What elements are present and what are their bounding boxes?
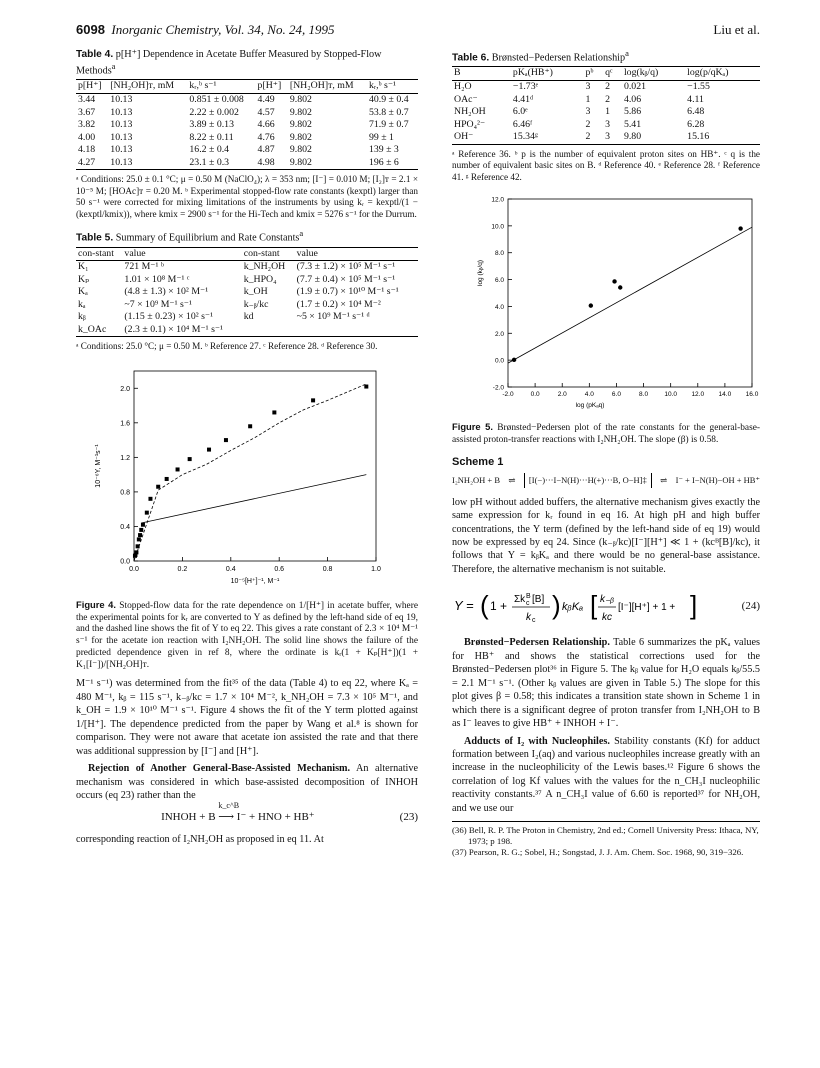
section-heading: Adducts of I₂ with Nucleophiles. [464, 735, 610, 747]
table6-cell: 4.41ᵈ [512, 93, 534, 105]
x-axis-label: 10⁻⁵[H⁺]⁻¹, M⁻¹ [230, 577, 280, 585]
table6-cell: 2 [585, 131, 591, 143]
data-point [224, 438, 228, 442]
table6-cell: 5.86 [623, 106, 642, 118]
table5-row [76, 261, 418, 274]
svg-text:k₋ᵦ: k₋ᵦ [600, 594, 615, 606]
svg-text:c: c [532, 617, 536, 625]
table6-cell: 3 [605, 118, 611, 130]
table6-cell: 15.16 [687, 131, 710, 143]
table4-cell: 10.13 [110, 156, 133, 168]
table6-cell: 2 [605, 80, 611, 92]
data-point [145, 510, 149, 514]
table5 [76, 247, 418, 338]
equation-24 [452, 584, 760, 628]
x-tick-label: 8.0 [639, 391, 649, 399]
reference-item: (37) Pearson, R. G.; Sobel, H.; Songstad, J. J. Am. Chem. Soc. 1968, 90, 319−326. [452, 847, 744, 858]
figure5-label: Figure 5. [452, 421, 493, 433]
table6-cell: OH⁻ [454, 131, 474, 143]
table6-cell: 9.80 [623, 131, 642, 143]
table5-header-cell: value [296, 247, 318, 259]
table4-row [76, 157, 418, 170]
table6-cell: −1.73ᵉ [512, 80, 539, 92]
table4-row [76, 107, 418, 120]
table4-cell: 4.87 [257, 144, 275, 156]
table5-header-row [76, 247, 418, 261]
svg-text:[B]: [B] [532, 594, 545, 606]
table6-cell: 4.11 [687, 93, 704, 105]
table5-cell: k_NH₂OH [243, 261, 286, 273]
table6-header-cell: qᶜ [605, 67, 613, 79]
x-tick-label: 0.4 [225, 565, 236, 573]
data-point [134, 550, 138, 554]
x-tick-label: 10.0 [664, 391, 677, 399]
data-point [136, 544, 140, 548]
svg-text:]: ] [690, 590, 698, 621]
figure5-caption [452, 421, 760, 447]
figure5 [452, 191, 760, 417]
svg-text:(: ( [480, 590, 489, 621]
table4-cell: 10.13 [110, 106, 133, 118]
table4 [76, 79, 418, 170]
table4-cell: 9.802 [289, 94, 312, 106]
x-tick-label: 0.0 [530, 391, 540, 399]
table5-cell: (1.7 ± 0.2) × 10⁴ M⁻² [296, 298, 381, 310]
equation-23 [76, 801, 418, 824]
table4-footnote: ᵃ Conditions: 25.0 ± 0.1 °C; μ = 0.50 M (NaClO₄); λ = 353 nm; [I⁻] = 0.010 M; [I₂]ᴛ = 2.1 × 10⁻⁵ M; [HOAc]ᴛ = 0.20 M. ᵇ Experimental stopped-flow rate constants (kexptl) larger than 50 s⁻¹ were corrected for mixing limitations of the instruments by using kᵣ = kexptl/(1 − (kexptl/kmix)), where kmix = 2900 s⁻¹ for the Hi-Tech and kmix = 5276 s⁻¹ for the Durrum. [76, 174, 418, 219]
equation-24-formula [452, 584, 712, 628]
right-column [452, 48, 760, 858]
equilibrium-arrow-icon: ⇌ [508, 474, 516, 485]
table4-caption [76, 48, 418, 77]
table5-cell: (4.8 ± 1.3) × 10² M⁻¹ [124, 286, 209, 298]
table6-cell: 3 [585, 106, 591, 118]
table6-header-row [452, 67, 760, 81]
table5-cell: k_HPO₄ [243, 273, 277, 285]
scheme1-diagram [452, 473, 760, 488]
x-tick-label: -2.0 [502, 391, 514, 399]
table5-cell: (1.15 ± 0.23) × 10² s⁻¹ [124, 311, 214, 323]
table4-cell: 4.18 [78, 144, 96, 156]
table6-cell: −1.55 [687, 80, 710, 92]
data-point [165, 477, 169, 481]
page-number: 6098 [76, 22, 105, 37]
y-tick-label: 2.0 [120, 385, 130, 393]
svg-text:Y =: Y = [454, 598, 474, 614]
plot-frame [508, 199, 752, 387]
solid-predicted-line [141, 474, 366, 522]
x-tick-label: 4.0 [584, 391, 594, 399]
table5-cell: k_OAc [78, 323, 107, 335]
table4-cell: 3.44 [78, 94, 96, 106]
data-point [618, 285, 622, 289]
table4-title-sup: a [111, 61, 116, 72]
table4-cell: 71.9 ± 0.7 [368, 119, 409, 131]
data-point [612, 279, 616, 283]
table4-row [76, 94, 418, 107]
table4-cell: 196 ± 6 [368, 156, 399, 168]
table4-cell: 9.802 [289, 106, 312, 118]
table5-row [76, 324, 418, 337]
table6-cell: 4.06 [623, 93, 642, 105]
table4-cell: 9.802 [289, 156, 312, 168]
y-tick-label: 0.4 [120, 523, 130, 531]
y-tick-label: -2.0 [492, 384, 504, 392]
data-point [156, 485, 160, 489]
figure4-label: Figure 4. [76, 598, 116, 610]
svg-text:[: [ [590, 590, 598, 621]
table6-header-cell: B [454, 67, 461, 79]
table6-header-cell: log(kᵦ/q) [623, 67, 659, 79]
x-tick-label: 0.0 [129, 565, 139, 573]
x-tick-label: 0.8 [322, 565, 333, 573]
table6-cell: HPO₄²⁻ [454, 118, 486, 130]
table5-title: Summary of Equilibrium and Rate Constants [115, 232, 300, 244]
references [452, 821, 760, 858]
y-tick-label: 12.0 [491, 196, 504, 204]
data-point [272, 410, 276, 414]
svg-text:): ) [552, 590, 561, 621]
table4-cell: 9.802 [289, 131, 312, 143]
equation-23-number: (23) [399, 811, 418, 824]
table4-cell: 4.49 [257, 94, 275, 106]
table4-header-cell: kᵣ,ᵇ s⁻¹ [189, 80, 217, 92]
figure5-plot [452, 191, 760, 413]
figure4 [76, 361, 418, 595]
table5-row [76, 274, 418, 287]
scheme1-reactants: I₂NH₂OH + B [452, 474, 501, 485]
table4-row [76, 132, 418, 145]
table4-cell: 10.13 [110, 131, 133, 143]
table4-cell: 23.1 ± 0.3 [189, 156, 230, 168]
x-tick-label: 6.0 [611, 391, 621, 399]
svg-text:[I⁻][H⁺] + 1 +: [I⁻][H⁺] + 1 + [618, 602, 676, 614]
data-point [738, 226, 742, 230]
table4-cell: 53.8 ± 0.7 [368, 106, 409, 118]
table6-cell: 5.41 [623, 118, 642, 130]
table6-row [452, 80, 760, 93]
table6-cell: 6.46ᶠ [512, 118, 533, 130]
left-paragraph-1: M⁻¹ s⁻¹) was determined from the fit³⁵ of the data (Table 4) to eq 22, where Kₐ = 480 M⁻¹, kᵦ = 115 s⁻¹, k₋ᵦ/kc = 1.7 × 10⁴ M⁻², k_NH₂OH = 7.3 × 10⁵ M⁻¹, and k_OH = 1.9 × 10¹⁰ M⁻¹ s⁻¹. Figure 4 shows the fit of the Y term plotted against 1/[H⁺]. The dependence predicted from the paper by Wang et al.⁸ is shown for comparison. They were not aware that acetate ion assisted the rate and that there was additional suppression by [I⁻] and [H⁺]. [76, 678, 418, 757]
table5-row [76, 299, 418, 312]
table6-row [452, 131, 760, 144]
right-paragraph-1: low pH without added buffers, the alternative mechanism gives exactly the same expression for kᵣ found in eq 16. At high pH and high buffer concentrations, the Y term (defined by the left-hand side of eq 19) would now be expressed by eq 24. Since (k₋ᵦ/kc)[I⁻][H⁺] ≪ 1 + (kcᴮ[B]/kc), it follows that Y = kᵦKₐ and there would be no general-base assistance. Therefore, the alternative mechanism is not suitable. [452, 496, 760, 575]
x-tick-label: 12.0 [691, 391, 705, 399]
table5-cell: 1.01 × 10⁸ M⁻¹ ᶜ [124, 273, 190, 285]
equilibrium-arrow-icon: ⇌ [660, 474, 668, 485]
table6-cell: 3 [585, 80, 591, 92]
x-tick-label: 0.2 [177, 565, 188, 573]
data-point [188, 457, 192, 461]
table5-cell: (1.9 ± 0.7) × 10¹⁰ M⁻¹ s⁻¹ [296, 286, 399, 298]
svg-text:kᵦKₐ: kᵦKₐ [562, 601, 584, 614]
table5-cell: Kₐ [78, 286, 88, 298]
table6-row [452, 119, 760, 132]
y-tick-label: 0.0 [120, 558, 130, 566]
table6-cell: 6.0ᵉ [512, 106, 528, 118]
svg-text:c: c [526, 600, 530, 608]
figure4-plot [76, 361, 418, 591]
table4-label: Table 4. [76, 49, 114, 60]
data-point [364, 384, 368, 388]
table6-row [452, 106, 760, 119]
table5-header-cell: con-stant [243, 247, 280, 259]
y-tick-label: 4.0 [494, 304, 504, 312]
table6-cell: 1 [585, 93, 591, 105]
table4-cell: 3.67 [78, 106, 96, 118]
section-heading: Rejection of Another General-Base-Assisted Mechanism. [88, 763, 351, 775]
reference-item: (36) Bell, R. P. The Proton in Chemistry, 2nd ed.; Cornell University Press: Ithaca, NY, 1973; p 198. [452, 825, 759, 847]
table6-cell: 2 [605, 93, 611, 105]
data-point [311, 398, 315, 402]
table5-title-sup: a [299, 228, 304, 239]
equation-23-text: INHOH + B ⟶ I⁻ + HNO + HB⁺ [161, 811, 315, 824]
table6-cell: 0.021 [623, 80, 646, 92]
table6-title-sup: a [625, 48, 629, 58]
fit-line [508, 227, 752, 363]
table5-cell: (7.7 ± 0.4) × 10⁵ M⁻¹ s⁻¹ [296, 273, 396, 285]
table4-cell: 0.851 ± 0.008 [189, 94, 244, 106]
table6-cell: NH₂OH [454, 106, 486, 118]
left-paragraph-3: corresponding reaction of I₂NH₂OH as proposed in eq 11. At [76, 833, 324, 845]
table6-caption [452, 48, 760, 64]
table4-header-cell: kᵣ,ᵇ s⁻¹ [368, 80, 396, 92]
right-paragraph-3 [452, 735, 760, 816]
table5-caption [76, 228, 418, 244]
table6-cell: H₂O [454, 80, 472, 92]
table4-header-cell: p[H⁺] [78, 80, 102, 92]
table4-cell: 16.2 ± 0.4 [189, 144, 230, 156]
table4-title: p[H⁺] Dependence in Acetate Buffer Measured by Stopped-Flow Methods [76, 49, 382, 77]
table6-header-cell: pᵇ [585, 67, 594, 79]
table6-header-cell: log(p/qKₐ) [687, 67, 729, 79]
table5-row [76, 311, 418, 324]
svg-text:Σk: Σk [514, 594, 526, 606]
data-point [207, 447, 211, 451]
scheme1-transition-state: [I(−)···I−N(H)···H(+)···B, O−H]‡ [524, 473, 652, 488]
table6-cell: 6.28 [687, 118, 705, 130]
table4-row [76, 119, 418, 132]
data-point [176, 467, 180, 471]
table6-cell: 2 [585, 118, 591, 130]
table4-cell: 10.13 [110, 119, 133, 131]
table5-cell: k₋ᵦ/kc [243, 298, 269, 310]
table4-header-cell: [NH₂OH]ᴛ, mM [110, 80, 175, 92]
table4-header-cell: [NH₂OH]ᴛ, mM [289, 80, 354, 92]
table4-header-row [76, 80, 418, 94]
x-tick-label: 14.0 [718, 391, 732, 399]
table6-row [452, 94, 760, 107]
data-point [248, 424, 252, 428]
scheme1-products: I⁻ + I−N(H)−OH + HB⁺ [675, 474, 760, 485]
table4-cell: 4.27 [78, 156, 96, 168]
left-paragraph-2 [76, 762, 418, 802]
table6-footnote: ᵃ Reference 36. ᵇ p is the number of equivalent proton sites on HB⁺. ᶜ q is the number of equivalent basic sites on B. ᵈ Reference 40. ᵉ Reference 28. ᶠ Reference 41. ᵍ Reference 42. [452, 148, 760, 182]
x-tick-label: 2.0 [557, 391, 567, 399]
table4-cell: 4.66 [257, 119, 275, 131]
table5-cell: (7.3 ± 1.2) × 10⁵ M⁻¹ s⁻¹ [296, 261, 396, 273]
y-tick-label: 0.0 [494, 357, 504, 365]
equation-24-number: (24) [741, 600, 760, 613]
table4-cell: 99 ± 1 [368, 131, 394, 143]
table5-footnote: ᵃ Conditions: 25.0 °C; μ = 0.50 M. ᵇ Reference 27. ᶜ Reference 28. ᵈ Reference 30. [76, 341, 378, 352]
y-axis-label: log (kᵦ/q) [477, 260, 484, 287]
equation-23-body [76, 801, 400, 824]
data-point [512, 358, 516, 362]
y-tick-label: 10.0 [491, 223, 504, 231]
plot-frame [134, 371, 376, 561]
x-axis-label: log (pKₐq) [575, 402, 605, 410]
x-tick-label: 1.0 [371, 565, 381, 573]
table4-cell: 10.13 [110, 94, 133, 106]
table6-title: Brønsted−Pedersen Relationship [491, 52, 626, 64]
section-heading: Brønsted−Pedersen Relationship. [464, 637, 610, 649]
table5-row [76, 286, 418, 299]
table5-cell: kd [243, 311, 254, 323]
data-point [139, 528, 143, 532]
paragraph-text: An alternative mechanism was considered in which base-assisted decomposition of INHOH occurs (eq 23) rather than the [76, 763, 418, 802]
data-point [137, 537, 141, 541]
y-tick-label: 0.8 [120, 489, 130, 497]
table5-cell: k_OH [243, 286, 268, 298]
table5-cell: Kₚ [78, 273, 89, 285]
table5-cell: 721 M⁻¹ ᵇ [124, 261, 164, 273]
table4-cell: 4.00 [78, 131, 96, 143]
table5-cell: ~5 × 10⁹ M⁻¹ s⁻¹ ᵈ [296, 311, 370, 323]
table4-cell: 2.22 ± 0.002 [189, 106, 239, 118]
y-tick-label: 1.2 [120, 454, 130, 462]
data-point [138, 533, 142, 537]
table6-label: Table 6. [452, 52, 490, 64]
right-paragraph-2 [452, 636, 760, 730]
table6-cell: OAc⁻ [454, 93, 478, 105]
y-tick-label: 2.0 [494, 330, 504, 338]
table5-header-cell: con-stant [78, 247, 114, 259]
x-tick-label: 0.6 [274, 565, 285, 573]
table4-cell: 3.82 [78, 119, 96, 131]
table4-cell: 40.9 ± 0.4 [368, 94, 409, 106]
table5-cell [242, 324, 295, 337]
x-tick-label: 16.0 [745, 391, 759, 399]
equation-23-rate-label: k_c^B [218, 801, 240, 811]
y-tick-label: 1.6 [120, 420, 130, 428]
y-tick-label: 6.0 [494, 277, 504, 285]
table6-cell: 6.48 [687, 106, 705, 118]
table5-cell: K₁ [78, 261, 89, 273]
figure5-caption-text: Brønsted−Pedersen plot of the rate constants for the general-base-assisted proton-transfer reactions with I₂NH₂OH. The slope (β) is 0.58. [452, 423, 761, 445]
data-point [148, 497, 152, 501]
table4-cell: 8.22 ± 0.11 [189, 131, 234, 143]
table4-cell: 4.57 [257, 106, 275, 118]
table4-cell: 139 ± 3 [368, 144, 399, 156]
table4-cell: 9.802 [289, 144, 312, 156]
table5-cell: kᵦ [78, 311, 86, 323]
table6 [452, 66, 760, 144]
table4-cell: 9.802 [289, 119, 312, 131]
svg-text:1 +: 1 + [490, 599, 508, 614]
paragraph-text: Stability constants (Kf) for adduct formation between I₂(aq) and various nucleophiles increase greatly with an increase in the nucleophilicity of the Lewis bases.¹² Figure 6 shows the correlation of log Kf values with the values for the n_CH₃I nucleophilic reactivity constants.³⁷ A n_CH₃I value of 6.60 is reported³⁷ for NH₂OH, and we use our [452, 735, 760, 814]
table6-header-cell: pKₐ(HB⁺) [512, 67, 553, 79]
dashed-fit-line [134, 384, 366, 561]
y-axis-label: 10⁻⁶Y, M⁻¹s⁻¹ [95, 444, 102, 488]
table5-cell: (2.3 ± 0.1) × 10⁴ M⁻¹ s⁻¹ [124, 323, 223, 335]
y-tick-label: 8.0 [494, 250, 504, 258]
table4-cell: 10.13 [110, 144, 133, 156]
running-header [76, 22, 760, 38]
journal-citation: Inorganic Chemistry, Vol. 34, No. 24, 1995 [111, 22, 335, 37]
svg-text:k: k [526, 612, 531, 624]
table5-cell: kₐ [78, 298, 86, 310]
figure4-caption-text: Stopped-flow data for the rate dependence on 1/[H⁺] in acetate buffer, where the experimental points for kᵣ are converted to Y as defined by the left-hand side of eq 19, and the dashed line shows the fit of Y to eq 22. This gives a rate constant of 2.3 × 10⁴ M⁻¹ s⁻¹ for the acetate ion reaction with I₂NH₂OH. The solid line shows the failure of the predicted dependence given in ref 8, where the ordinate is kᵣ(1 + Kₚ[H⁺])(1 + K₁[I⁻])/[NH₂OH]ᴛ. [76, 600, 418, 670]
paragraph-text: Table 6 summarizes the pKₐ values for HB⁺ and shows the statistical corrections used for the Brønsted−Pedersen plot³⁶ in Figure 5. The kᵦ value for H₂O equals kᵦ/55.5 = 2.1 M⁻¹ s⁻¹. (Other kᵦ values are given in Table 5.) The slope for this plot gives β = 0.58; this indicates a transition state shown in Scheme 1 in which there is a significant degree of proton transfer from I₂NH₂OH to B as I⁻ leaves to give HB⁺ + INHOH + I⁻. [452, 637, 760, 730]
table4-cell: 4.98 [257, 156, 275, 168]
table4-cell: 4.76 [257, 131, 275, 143]
table4-header-cell: p[H⁺] [257, 80, 282, 92]
scheme1-title: Scheme 1 [452, 455, 504, 468]
table4-row [76, 144, 418, 157]
svg-text:B: B [526, 593, 531, 601]
table6-cell: 1 [605, 106, 611, 118]
left-column [76, 48, 418, 850]
svg-text:kc: kc [602, 612, 612, 624]
table5-header-cell: value [124, 247, 146, 259]
figure4-caption [76, 599, 418, 672]
table5-cell: ~7 × 10⁹ M⁻¹ s⁻¹ [124, 298, 192, 310]
table5-cell [295, 324, 418, 337]
table5-label: Table 5. [76, 232, 114, 244]
table4-cell: 3.89 ± 0.13 [189, 119, 234, 131]
running-authors: Liu et al. [713, 22, 760, 37]
table6-cell: 15.34ᵍ [512, 131, 538, 143]
data-point [141, 523, 145, 527]
data-point [589, 304, 593, 308]
table6-cell: 3 [605, 131, 611, 143]
